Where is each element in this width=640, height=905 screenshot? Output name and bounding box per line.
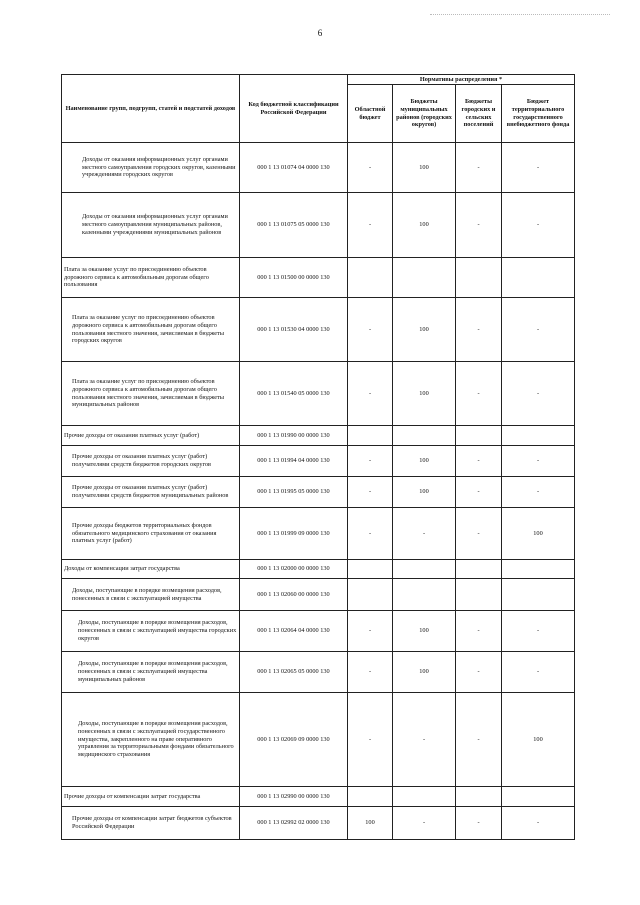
table-row [62, 143, 575, 193]
row-code: 000 1 13 02064 04 0000 130 [240, 611, 348, 652]
table-row [62, 446, 575, 477]
row-code: 000 1 13 01074 04 0000 130 [240, 143, 348, 193]
row-code: 000 1 13 02000 00 0000 130 [240, 560, 348, 579]
row-settlements: - [456, 693, 502, 787]
row-regional: - [348, 143, 393, 193]
row-municipal [393, 426, 456, 446]
table-row [62, 579, 575, 611]
row-fund [502, 258, 575, 298]
row-name: Доходы от оказания информационных услуг органами местного самоуправления городских округов, казенными учреждениями городских округов [62, 143, 240, 193]
row-code: 000 1 13 01990 00 0000 130 [240, 426, 348, 446]
table-row [62, 362, 575, 426]
row-settlements: - [456, 652, 502, 693]
row-municipal: 100 [393, 193, 456, 258]
row-code: 000 1 13 02069 09 0000 130 [240, 693, 348, 787]
row-municipal: 100 [393, 362, 456, 426]
table-row [62, 652, 575, 693]
row-name: Плата за оказание услуг по присоединению объектов дорожного сервиса к автомобильным дорогам общего пользования местного значения, зачисляемая в бюджеты муниципальных районов [62, 362, 240, 426]
row-name: Доходы от компенсации затрат государства [62, 560, 240, 579]
row-fund: - [502, 807, 575, 840]
row-municipal [393, 579, 456, 611]
row-settlements: - [456, 446, 502, 477]
row-code: 000 1 13 02992 02 0000 130 [240, 807, 348, 840]
row-name: Доходы, поступающие в порядке возмещения расходов, понесенных в связи с эксплуатацией имущества [62, 579, 240, 611]
row-fund: 100 [502, 508, 575, 560]
row-fund: - [502, 193, 575, 258]
row-regional: - [348, 611, 393, 652]
row-code: 000 1 13 01994 04 0000 130 [240, 446, 348, 477]
row-municipal: 100 [393, 611, 456, 652]
row-regional [348, 579, 393, 611]
row-fund: - [502, 362, 575, 426]
row-name: Доходы, поступающие в порядке возмещения расходов, понесенных в связи с эксплуатацией имущества городских округов [62, 611, 240, 652]
row-name: Доходы, поступающие в порядке возмещения расходов, понесенных в связи с эксплуатацией государственного имущества, закрепленного на праве оперативного управления за территориальными фондами обязательного медицинского страхования [62, 693, 240, 787]
row-settlements: - [456, 143, 502, 193]
row-settlements: - [456, 611, 502, 652]
row-regional: - [348, 693, 393, 787]
row-fund: - [502, 143, 575, 193]
row-name: Прочие доходы бюджетов территориальных фондов обязательного медицинского страхования от оказания платных услуг (работ) [62, 508, 240, 560]
header-code: Код бюджетной классификации Российской Федерации [240, 75, 348, 143]
table-header [62, 75, 575, 143]
table-row [62, 508, 575, 560]
row-regional [348, 258, 393, 298]
table-row [62, 560, 575, 579]
row-fund: - [502, 446, 575, 477]
row-settlements: - [456, 298, 502, 362]
revenue-distribution-table [61, 74, 575, 840]
row-fund: - [502, 477, 575, 508]
row-code: 000 1 13 02060 00 0000 130 [240, 579, 348, 611]
row-regional: - [348, 362, 393, 426]
row-name: Доходы от оказания информационных услуг органами местного самоуправления муниципальных районов, казенными учреждениями муниципальных районов [62, 193, 240, 258]
row-fund: 100 [502, 693, 575, 787]
row-municipal [393, 560, 456, 579]
row-regional [348, 426, 393, 446]
row-code: 000 1 13 01999 09 0000 130 [240, 508, 348, 560]
row-municipal: 100 [393, 143, 456, 193]
table-row [62, 258, 575, 298]
table-row [62, 298, 575, 362]
row-fund: - [502, 652, 575, 693]
row-settlements [456, 560, 502, 579]
row-regional: - [348, 446, 393, 477]
row-code: 000 1 13 02065 05 0000 130 [240, 652, 348, 693]
table-row [62, 807, 575, 840]
row-name: Прочие доходы от оказания платных услуг (работ) получателями средств бюджетов городских округов [62, 446, 240, 477]
row-settlements: - [456, 807, 502, 840]
row-regional: - [348, 477, 393, 508]
table-row [62, 787, 575, 807]
row-name: Плата за оказание услуг по присоединению объектов дорожного сервиса к автомобильным дорогам общего пользования [62, 258, 240, 298]
scan-top-rule [430, 14, 610, 15]
row-municipal [393, 258, 456, 298]
table-row [62, 611, 575, 652]
row-regional [348, 787, 393, 807]
table-row [62, 193, 575, 258]
row-municipal [393, 787, 456, 807]
row-regional: - [348, 508, 393, 560]
row-municipal: 100 [393, 446, 456, 477]
row-code: 000 1 13 01500 00 0000 130 [240, 258, 348, 298]
row-municipal: 100 [393, 477, 456, 508]
row-name: Плата за оказание услуг по присоединению объектов дорожного сервиса к автомобильным дорогам общего пользования местного значения, зачисляемая в бюджеты городских округов [62, 298, 240, 362]
row-municipal: - [393, 807, 456, 840]
header-regional: Областной бюджет [348, 85, 393, 143]
table-row [62, 693, 575, 787]
row-code: 000 1 13 01995 05 0000 130 [240, 477, 348, 508]
row-fund [502, 426, 575, 446]
row-name: Прочие доходы от оказания платных услуг (работ) получателями средств бюджетов муниципальных районов [62, 477, 240, 508]
header-name: Наименование групп, подгрупп, статей и подстатей доходов [62, 75, 240, 143]
row-municipal: 100 [393, 298, 456, 362]
row-code: 000 1 13 01540 05 0000 130 [240, 362, 348, 426]
row-name: Прочие доходы от оказания платных услуг (работ) [62, 426, 240, 446]
row-regional [348, 560, 393, 579]
row-name: Прочие доходы от компенсации затрат государства [62, 787, 240, 807]
row-settlements: - [456, 193, 502, 258]
row-settlements: - [456, 362, 502, 426]
page-number: 6 [317, 28, 323, 38]
row-fund: - [502, 611, 575, 652]
header-group: Нормативы распределения * [348, 75, 575, 85]
row-regional: - [348, 298, 393, 362]
table-row [62, 426, 575, 446]
row-code: 000 1 13 02990 00 0000 130 [240, 787, 348, 807]
row-settlements: - [456, 477, 502, 508]
row-fund [502, 787, 575, 807]
row-regional: 100 [348, 807, 393, 840]
row-settlements [456, 258, 502, 298]
row-settlements [456, 787, 502, 807]
header-municipal: Бюджеты муниципальных районов (городских округов) [393, 85, 456, 143]
row-name: Прочие доходы от компенсации затрат бюджетов субъектов Российской Федерации [62, 807, 240, 840]
table-body [62, 143, 575, 840]
header-settlements: Бюджеты городских и сельских поселений [456, 85, 502, 143]
row-settlements [456, 426, 502, 446]
row-municipal: - [393, 508, 456, 560]
table-row [62, 477, 575, 508]
row-fund [502, 560, 575, 579]
row-fund [502, 579, 575, 611]
row-name: Доходы, поступающие в порядке возмещения расходов, понесенных в связи с эксплуатацией имущества муниципальных районов [62, 652, 240, 693]
header-fund: Бюджет территориального государственного внебюджетного фонда [502, 85, 575, 143]
row-code: 000 1 13 01530 04 0000 130 [240, 298, 348, 362]
row-municipal: 100 [393, 652, 456, 693]
row-fund: - [502, 298, 575, 362]
row-regional: - [348, 652, 393, 693]
row-municipal: - [393, 693, 456, 787]
row-settlements: - [456, 508, 502, 560]
row-code: 000 1 13 01075 05 0000 130 [240, 193, 348, 258]
row-settlements [456, 579, 502, 611]
row-regional: - [348, 193, 393, 258]
